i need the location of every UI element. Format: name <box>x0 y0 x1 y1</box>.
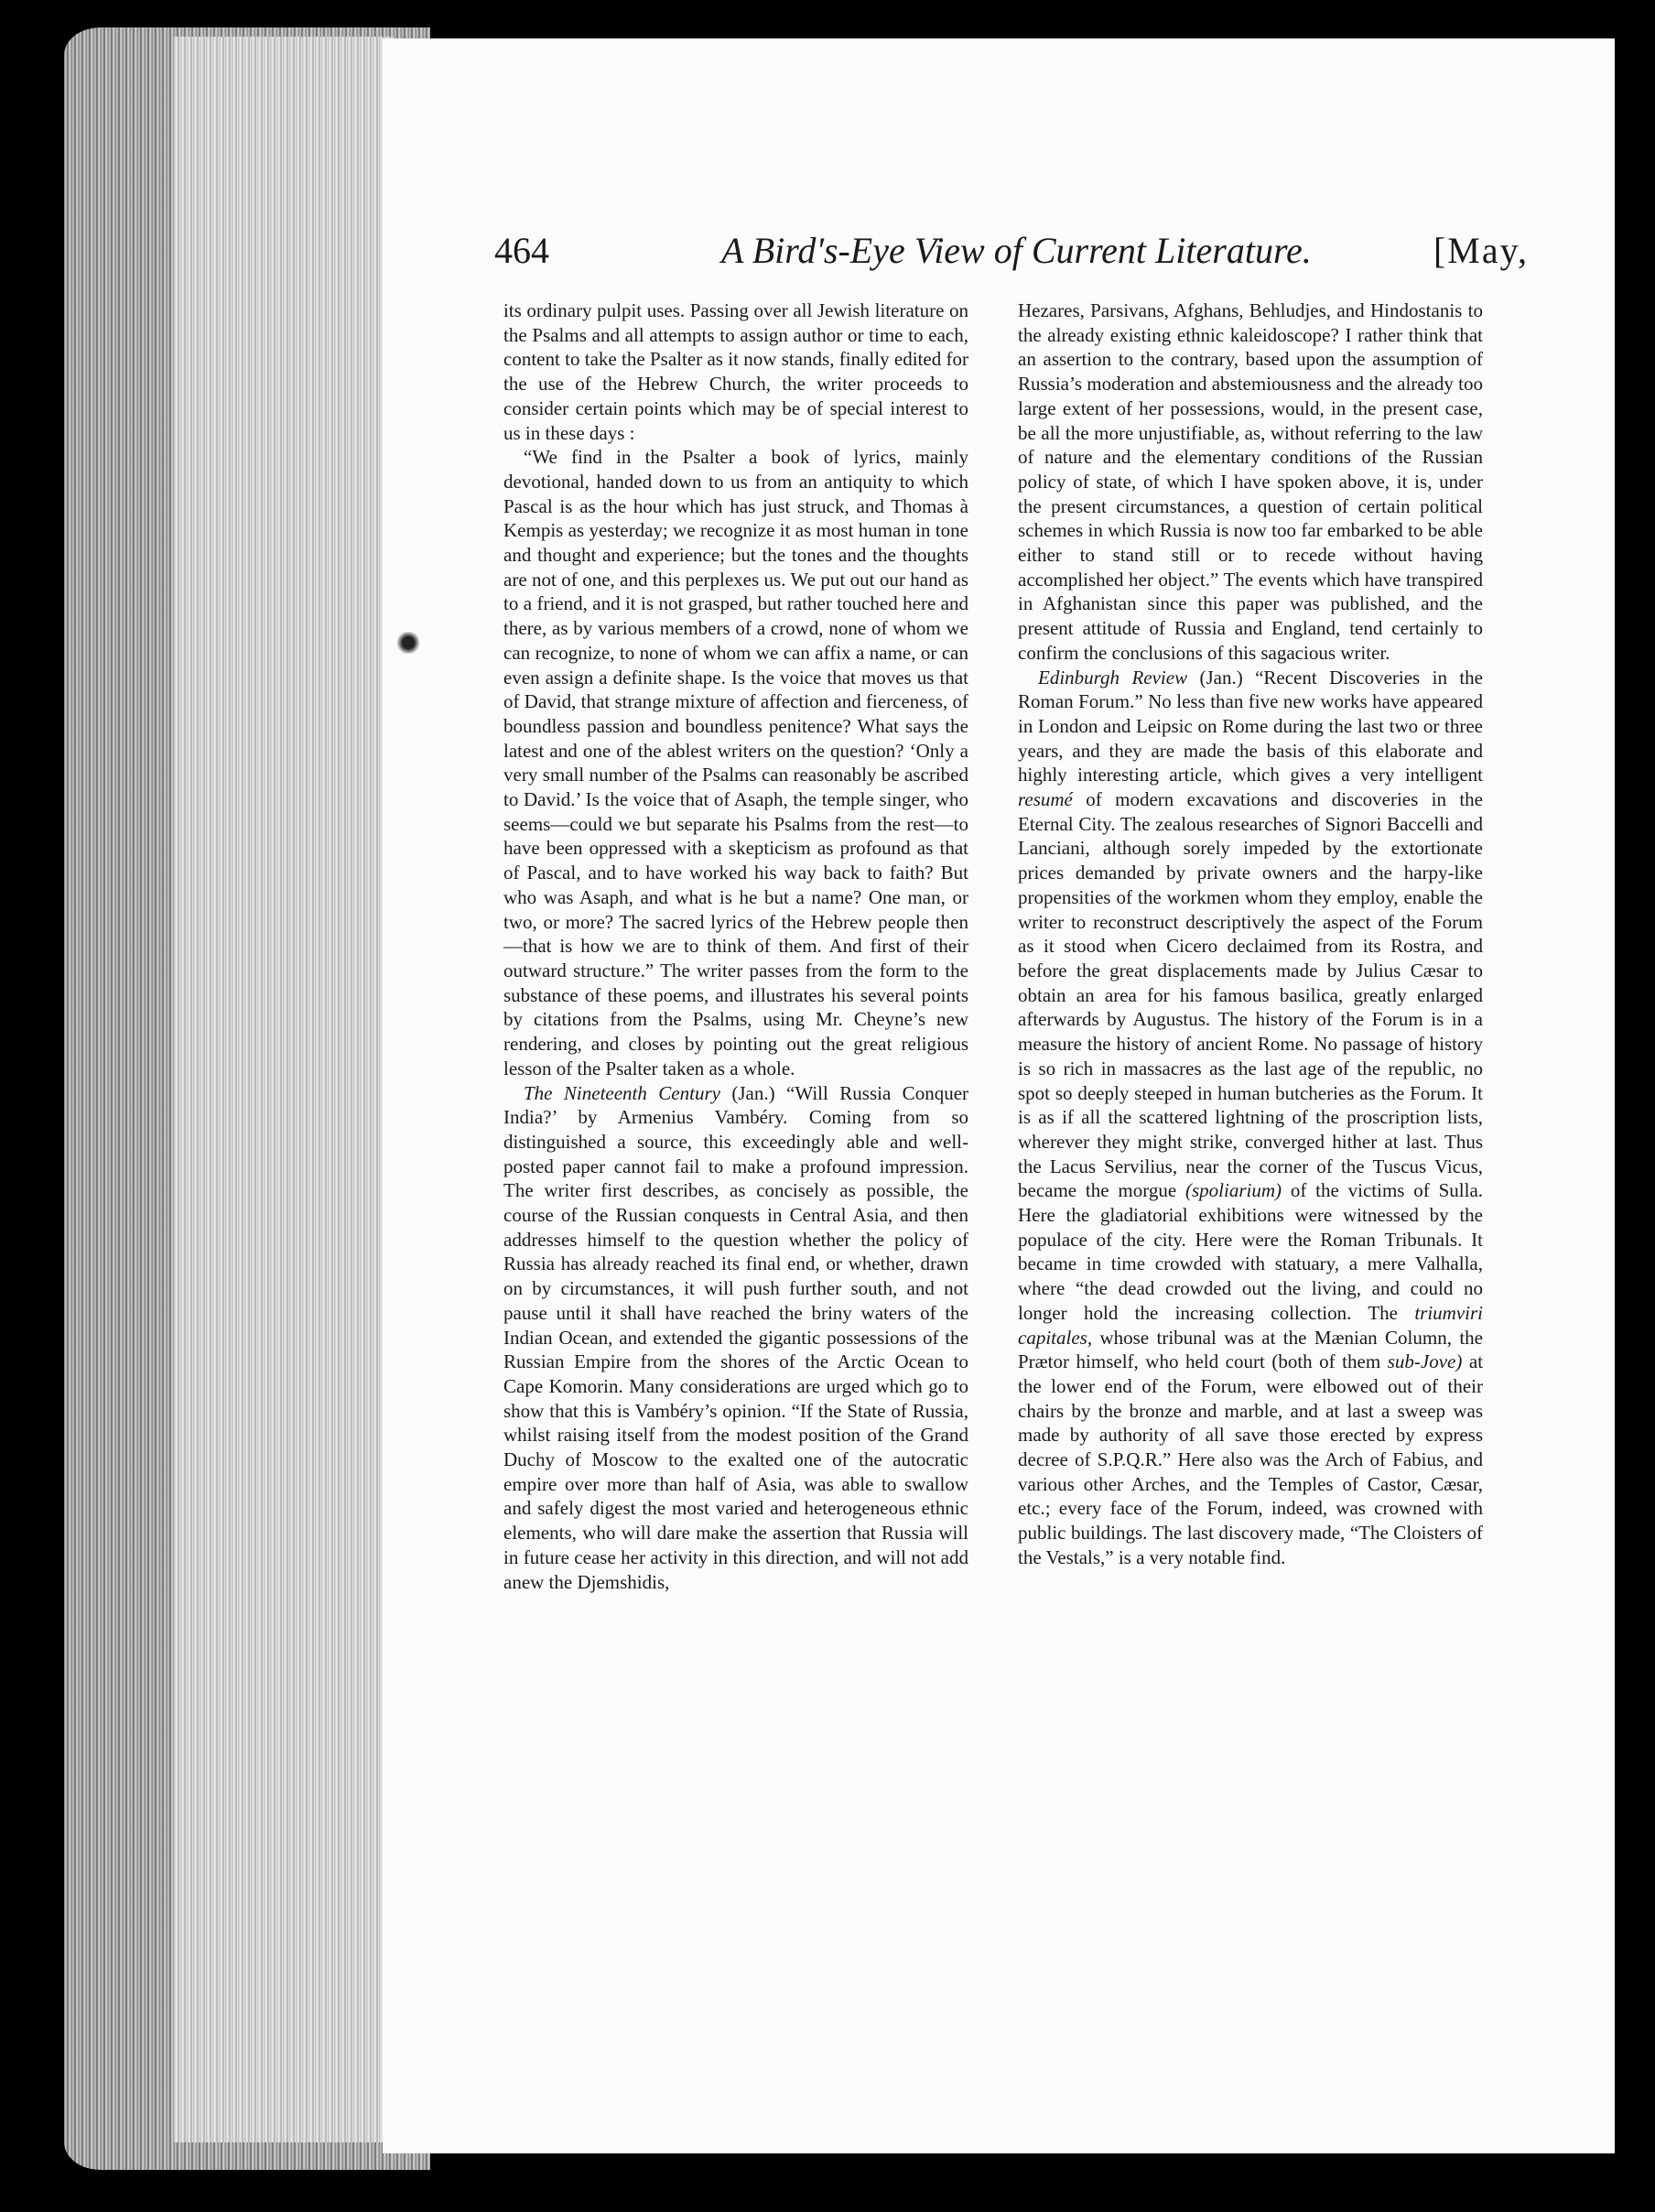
article-summary-a: (Jan.) “Recent Discoveries in the Roman Forum.” No less than five new works have appeared in London and Leipsic on Rome during the last two or three years, and they are made the basis of this elaborate and highly interesting article, which gives a very intelligent <box>1018 666 1483 786</box>
paragraph-psalter-quote: “We find in the Psalter a book of lyrics, mainly devotional, handed down to us from an antiquity to which Pascal is as the hour which has just struck, and Thomas à Kempis as yesterday; we recognize it as most human in tone and thought and experience; but the tones and the thoughts are not of one, and this perplexes us. We put out our hand as to a friend, and it is not grasped, but rather touched here and there, as by various members of a crowd, none of whom we can recognize, to none of whom we can affix a name, or can even assign a definite shape. Is the voice that moves us that of David, that strange mixture of affection and fierceness, of boundless passion and boundless penitence? What says the latest and one of the ablest writers on the question? ‘Only a very small number of the Psalms can reasonably be ascribed to David.’ Is the voice that of Asaph, the temple singer, who seems—could we but separate his Psalms from the rest—to have been oppressed with a skepticism as profound as that of Pascal, and to have worked his way back to faith? But who was Asaph, and what is he but a name? One man, or two, or more? The sacred lyrics of the Hebrew people then—that is how we are to think of them. And first of their outward structure.” The writer passes from the form to the substance of these poems, and illustrates his several points by citations from the Psalms, using Mr. Cheyne’s new rendering, and closes by pointing out the great religious lesson of the Psalter taken as a whole. <box>503 446 968 1079</box>
italic-term-sub-jove: sub-Jove) <box>1387 1350 1463 1373</box>
page-header <box>494 229 1529 284</box>
left-column <box>503 298 968 1594</box>
paragraph-psalter-intro: its ordinary pulpit uses. Passing over all Jewish literature on the Psalms and all attempts to assign author or time to each, content to take the Psalter as it now stands, finally edited for the use of the Hebrew Church, the writer proceeds to consider certain points which may be of special interest to us in these days : <box>503 299 968 444</box>
article-summary-b: of modern excavations and discoveries in the Eternal City. The zealous researches of Signori Baccelli and Lanciani, although sorely impeded by the extortionate prices demanded by private owners and the harpy-like propensities of the workmen whom they employ, enable the writer to reconstruct descriptively the aspect of the Forum as it stood when Cicero declaimed from its Rostra, and before the great displacements made by Julius Cæsar to obtain an area for his famous basilica, greatly enlarged afterwards by Augustus. The history of the Forum is in a measure the history of ancient Rome. No passage of history is so rich in massacres as the last age of the republic, no spot so deeply steeped in human butcheries as the Forum. It is as if all the scattered lightning of the proscription lists, wherever they might strike, converged hither at last. Thus the Lacus Servilius, near the corner of the Tuscus Vicus, became the morgue <box>1018 788 1484 1202</box>
italic-term-spoliarium: (spoliarium) <box>1185 1179 1282 1202</box>
ink-smudge <box>395 632 421 654</box>
article-summary: “Will Russia Conquer India?’ by Armenius Vambéry. Coming from so distinguished a source, this exceedingly able and well-posted paper cannot fail to make a profound impression. The writer first describes, as concisely as possible, the course of the Russian conquests in Central Asia, and then addresses himself to the question whether the policy of Russia has already reached its final end, or whether, drawn on by circumstances, it will push further south, and not pause until it shall have reached the briny waters of the Indian Ocean, and extended the gigantic possessions of the Russian Empire from the shores of the Arctic Ocean to Cape Komorin. Many considerations are urged which go to show that this is Vambéry’s opinion. “If the State of Russia, whilst raising itself from the modest position of the Grand Duchy of Moscow to the exalted one of the autocratic empire over more than half of Asia, was able to swallow and safely digest the most varied and heterogeneous ethnic elements, who will dare make the assertion that Russia will in future cease her activity in this direction, and will not add anew the Djemshidis, <box>503 1081 969 1593</box>
month-mark: [May, <box>1433 230 1529 271</box>
paragraph-russia-continued: Hezares, Parsivans, Afghans, Behludjes, and Hindostanis to the already existing ethnic kaleidoscope? I rather think that an assertion to the contrary, based upon the assumption of Russia’s moderation and abstemiousness and the already too large extent of her possessions, would, in the present case, be all the more unjustifiable, as, without referring to the law of nature and the elementary conditions of the Russian policy of state, of which I have spoken above, it is, under the present circumstances, a question of certain political schemes in which Russia is now too far embarked to be able either to stand still or to recede without having accomplished her object.” The events which have transpired in Afghanistan since this paper was published, and the present attitude of Russia and England, tend certainly to confirm the conclusions of this sagacious writer. <box>1018 299 1483 664</box>
source-title: The Nineteenth Century <box>524 1081 720 1104</box>
source-title: Edinburgh Review <box>1038 666 1188 689</box>
italic-term-triumviri: triumviri capitales, <box>1018 1301 1483 1349</box>
right-column <box>1018 298 1483 1570</box>
article-summary-c: of the victims of Sulla. Here the gladiatorial exhibitions were witnessed by the populace of the city. Here were the Roman Tribunals. It became in time crowded with statuary, a mere Valhalla, where “the dead crowded out the living, and could no longer hold the increasing collection. The <box>1018 1179 1484 1324</box>
book-page-stack <box>174 37 394 2142</box>
paragraph-nineteenth-century <box>503 1081 968 1595</box>
page-number: 464 <box>494 230 549 271</box>
paragraph-edinburgh-review <box>1018 666 1483 1570</box>
italic-term-resume: resumé <box>1018 788 1073 811</box>
running-title: A Bird's-Eye View of Current Literature. <box>721 230 1312 271</box>
article-summary-e: at the lower end of the Forum, were elbowed out of their chairs by the bronze and marble, and at last a sweep was made by authority of all save those erected by express decree of S.P.Q.R.” Here also was the Arch of Fabius, and various other Arches, and the Temples of Castor, Cæsar, etc.; every face of the Forum, indeed, was crowned with public buildings. The last discovery made, “The Cloisters of the Vestals,” is a very notable find. <box>1018 1350 1484 1568</box>
article-summary-d: whose tribunal was at the Mænian Column, the Prætor himself, who held court (both of them <box>1018 1326 1483 1373</box>
source-date: (Jan.) <box>731 1081 775 1104</box>
